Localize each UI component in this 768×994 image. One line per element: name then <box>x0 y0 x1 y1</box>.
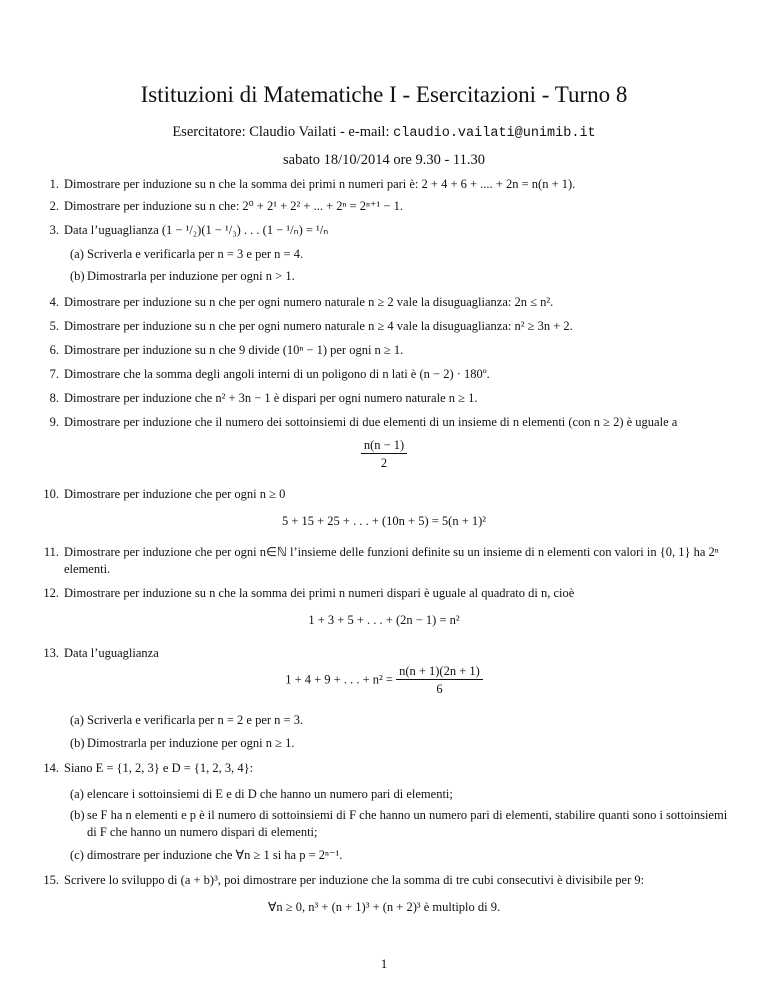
subitem-text: Dimostrarla per induzione per ogni n ≥ 1. <box>87 736 295 750</box>
page-number: 1 <box>380 956 388 971</box>
instructor-text: Esercitatore: Claudio Vailati - e-mail: <box>172 124 390 140</box>
subitem <box>70 847 735 863</box>
subitem-text: dimostrare per induzione che ∀n ≥ 1 si ha p = 2ⁿ⁻¹. <box>87 848 343 862</box>
fraction-numerator: n(n + 1)(2n + 1) <box>396 664 483 680</box>
exercise-number: 14. <box>43 761 59 775</box>
subitem <box>70 807 735 841</box>
fraction <box>396 664 483 697</box>
exercise-text: Dimostrare per induzione che per ogni n ≥ 0 <box>64 487 286 501</box>
display-equation: 1 + 3 + 5 + . . . + (2n − 1) = n² <box>308 613 460 627</box>
exercise-number: 9. <box>49 415 59 429</box>
exercise-number: 3. <box>49 223 59 237</box>
subitem-label: (a) <box>70 713 84 727</box>
equation-lhs: 1 + 4 + 9 + . . . + n² = <box>285 672 393 687</box>
subitem <box>70 268 735 284</box>
instructor-line <box>0 124 768 141</box>
exercise-text: Dimostrare per induzione su n che la somma dei primi n numeri pari è: 2 + 4 + 6 + .... + 2n = n(n + 1). <box>64 177 576 191</box>
display-equation <box>0 664 768 697</box>
exercise-text: Dimostrare per induzione su n che per ogni numero naturale n ≥ 2 vale la disuguaglianza: 2n ≤ n². <box>64 295 554 309</box>
exercise-text: Dimostrare per induzione su n che: 2⁰ + 2¹ + 2² + ... + 2ⁿ = 2ⁿ⁺¹ − 1. <box>64 199 403 213</box>
exercise-text: Dimostrare per induzione che n² + 3n − 1 è dispari per ogni numero naturale n ≥ 1. <box>64 391 478 405</box>
exercise-number: 12. <box>43 586 59 600</box>
subitem-text: elencare i sottoinsiemi di E e di D che hanno un numero pari di elementi; <box>87 787 453 801</box>
fraction <box>361 438 407 471</box>
exercise-number: 2. <box>49 199 59 213</box>
subitem-label: (b) <box>70 808 85 822</box>
subitem-label: (c) <box>70 848 84 862</box>
exercise-text: Dimostrare che la somma degli angoli interni di un poligono di n lati è (n − 2) · 180º. <box>64 367 490 381</box>
exercise-number: 8. <box>49 391 59 405</box>
exercise-number: 5. <box>49 319 59 333</box>
subitem-label: (a) <box>70 787 84 801</box>
fraction-denominator: 2 <box>380 456 388 470</box>
subitem-label: (b) <box>70 269 85 283</box>
exercise-number: 6. <box>49 343 59 357</box>
date-line: sabato 18/10/2014 ore 9.30 - 11.30 <box>282 152 486 168</box>
subitem-label: (b) <box>70 736 85 750</box>
display-equation: 5 + 15 + 25 + . . . + (10n + 5) = 5(n + 1)² <box>281 514 487 528</box>
exercise-text: Scrivere lo sviluppo di (a + b)³, poi dimostrare per induzione che la somma di tre cubi consecutivi è divisibile per 9: <box>64 873 645 887</box>
exercise-number: 1. <box>49 177 59 191</box>
fraction-denominator: 6 <box>436 682 443 696</box>
subitem-text: se F ha n elementi e p è il numero di sottoinsiemi di F che hanno un numero pari di elementi, stabilire quanti sono i sottoinsiemi di F che hanno un numero dispari di elementi; <box>87 808 728 839</box>
exercise-text: Siano E = {1, 2, 3} e D = {1, 2, 3, 4}: <box>64 761 254 775</box>
display-equation: ∀n ≥ 0, n³ + (n + 1)³ + (n + 2)³ è multiplo di 9. <box>267 900 501 914</box>
exercise-text: Dimostrare per induzione su n che 9 divide (10ⁿ − 1) per ogni n ≥ 1. <box>64 343 404 357</box>
subitem-label: (a) <box>70 247 84 261</box>
email-address[interactable]: claudio.vailati@unimib.it <box>393 126 596 141</box>
exercise-number: 13. <box>43 646 59 660</box>
subitem-text: Scriverla e verificarla per n = 3 e per n = 4. <box>87 247 304 261</box>
display-fraction <box>0 438 768 471</box>
exercise-text: Data l’uguaglianza <box>64 646 159 660</box>
exercise-number: 11. <box>43 545 59 559</box>
exercise-text: Dimostrare per induzione su n che per ogni numero naturale n ≥ 4 vale la disuguaglianza: n² ≥ 3n + 2. <box>64 319 573 333</box>
exercise-text: Data l’uguaglianza (1 − ¹/₂)(1 − ¹/₃) . . . (1 − ¹/ₙ) = ¹/ₙ <box>64 223 329 237</box>
subitem <box>70 735 735 751</box>
document-title: Istituzioni di Matematiche I - Esercitazioni - Turno 8 <box>140 82 628 107</box>
exercise-text: Dimostrare per induzione su n che la somma dei primi n numeri dispari è uguale al quadrato di n, cioè <box>64 586 575 600</box>
fraction-numerator: n(n − 1) <box>361 438 407 454</box>
exercise-number: 4. <box>49 295 59 309</box>
exercise-number: 7. <box>49 367 59 381</box>
subitem-text: Scriverla e verificarla per n = 2 e per n = 3. <box>87 713 304 727</box>
exercise-text: Dimostrare per induzione che il numero dei sottoinsiemi di due elementi di un insieme di n elementi (con n ≥ 2) è uguale a <box>64 415 678 429</box>
exercise-text: Dimostrare per induzione che per ogni n∈ℕ l’insieme delle funzioni definite su un insieme di n elementi con valori in {0, 1} ha 2ⁿ elementi. <box>64 545 719 576</box>
subitem <box>70 712 735 728</box>
exercise-number: 10. <box>43 487 59 501</box>
subitem <box>70 786 735 802</box>
exercise-number: 15. <box>43 873 59 887</box>
subitem-text: Dimostrarla per induzione per ogni n > 1. <box>87 269 295 283</box>
subitem <box>70 246 735 262</box>
